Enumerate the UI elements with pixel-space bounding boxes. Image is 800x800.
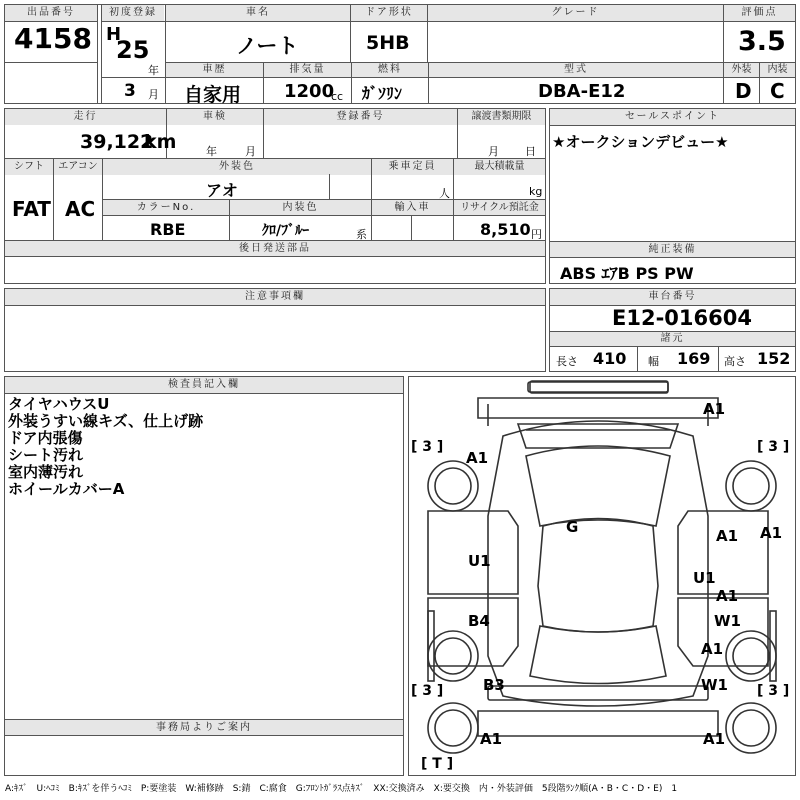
score: 3.5 <box>738 26 786 57</box>
lot-number: 4158 <box>14 22 92 55</box>
damage-mark: A1 <box>760 524 783 542</box>
width: 169 <box>677 349 711 368</box>
first-reg-year: 25 <box>116 36 150 64</box>
inspector-note: ドア内張傷 <box>8 429 83 447</box>
car-name: ノート <box>236 34 299 58</box>
damage-mark: B3 <box>483 676 505 694</box>
capacity-unit: 人 <box>439 187 450 200</box>
recycle-deposit-label: リサイクル預託金 <box>454 200 545 215</box>
spare-tire-mark: [ T ] <box>421 756 454 772</box>
legend: A:ｷｽﾞ U:ﾍｺﾐ B:ｷｽﾞを伴うﾍｺﾐ P:要塗装 W:補修跡 S:錆 C:腐食 G:ﾌﾛﾝﾄｶﾞﾗｽ点ｷｽﾞ XX:交換済み X:要交換 内・外装評価 5段階ﾗﾝｸ順(A・B・C・D・E) 1 <box>5 784 678 794</box>
interior-grade: C <box>770 79 785 103</box>
later-parts-label: 後日発送部品 <box>5 241 545 256</box>
sales-point-label: セールスポイント <box>550 109 795 125</box>
inspector-note: 外装うすい線キズ、仕上げ跡 <box>8 412 204 430</box>
lot-number-label: 出品番号 <box>5 5 97 21</box>
spec-label: 諸元 <box>550 332 795 346</box>
fuel: ｶﾞｿﾘﾝ <box>362 84 403 103</box>
max-load-unit: kg <box>529 185 543 198</box>
equipment-label: 純正装備 <box>550 242 795 257</box>
damage-mark: A1 <box>716 527 739 545</box>
era: H <box>106 24 122 45</box>
length-label: 長さ <box>556 355 578 368</box>
recycle-deposit: 8,510 <box>480 220 531 239</box>
damage-mark: A1 <box>703 400 726 418</box>
transfer-month-unit: 月 <box>488 145 499 158</box>
inspector-note: タイヤハウスU <box>8 395 110 413</box>
damage-mark: W1 <box>714 612 741 630</box>
interior-color-unit: 系 <box>356 228 367 241</box>
mileage-label: 走行 <box>5 109 166 125</box>
damage-mark: A1 <box>716 587 739 605</box>
inspection-year-unit: 年 <box>206 145 217 158</box>
damage-mark: U1 <box>468 552 491 570</box>
score-label: 評価点 <box>724 5 795 21</box>
car-name-label: 車名 <box>166 5 350 21</box>
import-label: 輸入車 <box>372 200 453 215</box>
damage-mark: A1 <box>466 449 489 467</box>
history-label: 車歴 <box>166 63 263 77</box>
equipment: ABS ｴｱB PS PW <box>560 264 694 283</box>
damage-mark: A1 <box>480 730 503 748</box>
interior-color-label: 内装色 <box>230 200 371 215</box>
door-type: 5HB <box>366 32 410 54</box>
inspector-label: 検査員記入欄 <box>5 377 403 393</box>
chassis-number: E12-016604 <box>612 306 752 330</box>
color-number: RBE <box>150 220 186 239</box>
displacement-label: 排気量 <box>264 63 351 77</box>
fuel-label: 燃料 <box>352 63 428 77</box>
notes-label: 注意事項欄 <box>5 289 545 305</box>
ac: AC <box>65 197 96 221</box>
damage-mark: G <box>566 518 579 536</box>
height: 152 <box>757 349 791 368</box>
max-load-label: 最大積載量 <box>454 159 545 175</box>
displacement-unit: cc <box>331 90 344 103</box>
exterior-color: アオ <box>206 181 238 200</box>
interior-color: ｸﾛ/ﾌﾞﾙｰ <box>262 223 310 239</box>
shift-label: シフト <box>5 159 53 175</box>
tire-mark: [ 3 ] <box>757 683 790 699</box>
year-unit: 年 <box>148 64 159 77</box>
car-history: 自家用 <box>184 84 242 106</box>
color-number-label: カラーNo. <box>103 200 229 215</box>
length: 410 <box>593 349 627 368</box>
interior-grade-label: 内装 <box>760 63 795 77</box>
recycle-unit: 円 <box>531 228 542 241</box>
transfer-day-unit: 日 <box>525 145 536 158</box>
month-unit: 月 <box>148 88 159 101</box>
model-code: DBA-E12 <box>538 81 626 102</box>
damage-mark: A1 <box>701 640 724 658</box>
damage-mark: W1 <box>701 676 728 694</box>
tire-mark: [ 3 ] <box>757 439 790 455</box>
displacement: 1200 <box>284 81 335 102</box>
shift: FAT <box>12 197 51 221</box>
first-reg-month: 3 <box>124 81 136 101</box>
exterior-grade-label: 外装 <box>724 63 759 77</box>
damage-mark: U1 <box>693 569 716 587</box>
width-label: 幅 <box>648 355 659 368</box>
mileage-unit: km <box>144 131 177 153</box>
inspector-note: シート汚れ <box>8 446 84 464</box>
first-registration-label: 初度登録 <box>102 5 164 21</box>
door-type-label: ドア形状 <box>351 5 427 21</box>
sales-point: ★オークションデビュー★ <box>552 133 729 151</box>
inspector-notes <box>8 396 203 498</box>
model-label: 型式 <box>429 63 723 77</box>
exterior-color-label: 外装色 <box>103 159 371 175</box>
ac-label: エアコン <box>54 159 102 175</box>
mileage: 39,122 <box>80 131 154 153</box>
office-label: 事務局よりご案内 <box>5 720 403 735</box>
inspection-label: 車検 <box>167 109 263 125</box>
height-label: 高さ <box>724 355 746 368</box>
damage-mark: A1 <box>703 730 726 748</box>
inspection-month-unit: 月 <box>245 145 256 158</box>
inspector-note: ホイールカバーA <box>8 480 125 498</box>
car-outline-diagram <box>408 376 796 776</box>
transfer-deadline-label: 譲渡書類期限 <box>458 109 545 125</box>
registration-number-label: 登録番号 <box>264 109 457 125</box>
grade-label: グレード <box>428 5 723 21</box>
chassis-label: 車台番号 <box>550 289 795 305</box>
inspector-note: 室内薄汚れ <box>8 463 84 481</box>
exterior-grade: D <box>735 79 752 103</box>
tire-mark: [ 3 ] <box>411 683 444 699</box>
damage-mark: B4 <box>468 612 490 630</box>
tire-mark: [ 3 ] <box>411 439 444 455</box>
capacity-label: 乗車定員 <box>372 159 453 175</box>
